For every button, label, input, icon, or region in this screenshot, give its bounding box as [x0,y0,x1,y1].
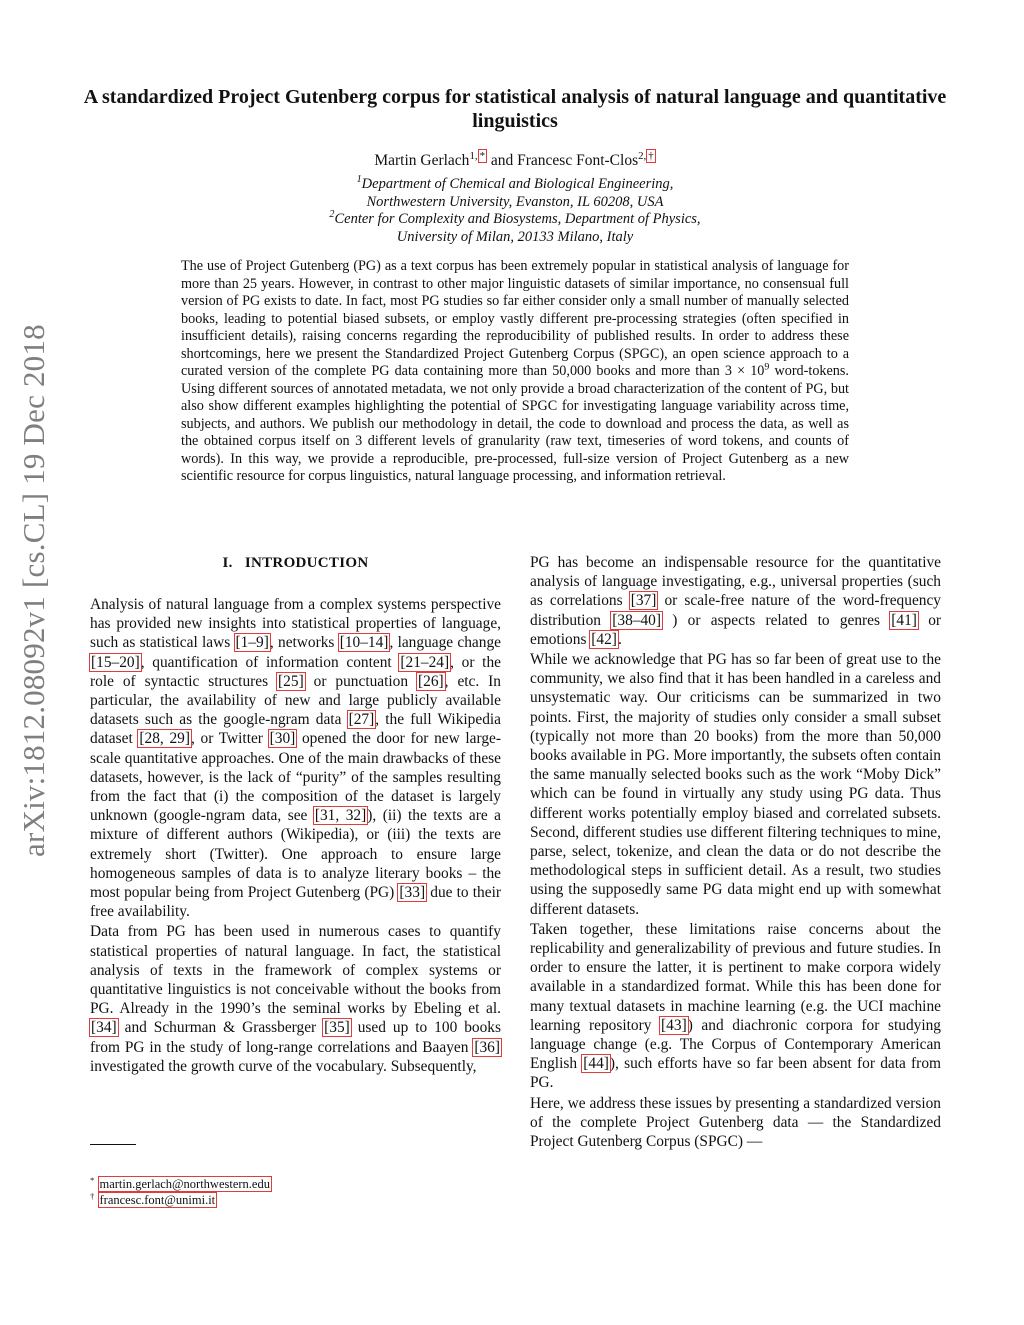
footnote-1 [90,1176,510,1192]
affiliation-2 [70,211,960,246]
paragraph-text: ), (ii) the texts are a mixture of different authors (Wikipedia), or (iii) the texts are extremely short (Twitter). One approach to ensure large homogeneous samples of data is to analyze literary books – the most popular being from Project Gutenberg (PG) [90,807,501,902]
affiliations [70,176,960,246]
paragraph-text: PG has become an indispensable resource for the quantitative analysis of language investigating, e.g., universal properties (such as correlations [530,554,941,610]
section-title: INTRODUCTION [244,555,369,571]
affiliation-2-line-2: University of Milan, 20133 Milano, Italy [396,228,634,245]
paragraph-text: or emotions [530,611,942,648]
citation-link[interactable]: [43] [661,1016,687,1034]
citation-link[interactable]: [27] [348,711,375,729]
affiliation-2-number: 2 [329,209,335,221]
citation-link[interactable]: [30] [269,730,296,748]
paragraph-text: , quantification of information content [140,653,400,671]
intro-paragraph-5 [530,920,941,1093]
paragraph-text: and Schurman & Grassberger [117,1019,324,1037]
affiliation-1-number: 1 [356,174,362,186]
paragraph-text: , or Twitter [190,730,269,748]
abstract-math-base: 3 × 10 [724,363,765,379]
footnote-divider [90,1144,136,1145]
footnote-2 [90,1192,510,1208]
footnote-2-email-link[interactable]: francesc.font@unimi.it [99,1193,216,1207]
footnote-1-email-link[interactable]: martin.gerlach@northwestern.edu [99,1177,270,1191]
footnote-1-mark: * [90,1174,95,1185]
abstract-text-2: word-tokens. Using different sources of annotated metadata, we not only provide a broad characterization of the content of PG, but also show different examples highlighting the potential of SPGC for investigating language variability across time, subjects, and authors. We publish our methodology in detail, the code to download and process the data, as well as the obtained corpus itself on 3 different levels of granularity (raw text, timeseries of word tokens, and counts of words). In this way, we provide a reproducible, pre-processed, full-size version of Project Gutenberg as a new scientific resource for corpus linguistics, natural language processing, and information retrieval. [181,363,849,484]
citation-link[interactable]: [42] [591,630,617,648]
author-2-affil-sup: 2, [638,150,647,162]
paragraph-text: opened the door for new large-scale quantitative approaches. One of the main drawbacks of these datasets, however, is the lack of “purity” of the samples resulting from the fact that (i) the composition of the dataset is largely unknown (google-ngram data, see [90,730,501,825]
author-2-name: Francesc Font-Clos [517,152,639,170]
intro-paragraph-1 [90,595,501,921]
citation-link[interactable]: [38–40] [612,611,661,629]
citation-link[interactable]: [25] [278,672,304,690]
left-column [90,595,501,1076]
citation-link[interactable]: [1–9] [235,634,269,652]
citation-link[interactable]: [28, 29] [139,730,190,748]
paragraph-text: used up to 100 books from PG in the study of long-range correlations and Baayen [90,1019,501,1056]
paragraph-text: , language change [389,634,501,652]
paragraph-text: ) and diachronic corpora for studying language change (e.g. The Corpus of Contemporary American English [530,1016,941,1073]
intro-paragraph-3 [530,553,941,649]
footnotes [90,1176,510,1208]
paragraph-text: , networks [269,634,339,652]
citation-link[interactable]: [36] [474,1038,500,1056]
paragraph-text: investigated the growth curve of the vocabulary. Subsequently, [90,1057,477,1075]
paragraph-text: Taken together, these limitations raise concerns about the replicability and generalizability of previous and future studies. In order to ensure the latter, it is pertinent to make corpora widely available in a standardized format. While this has been done for many textual datasets in machine learning (e.g. the UCI machine learning repository [530,920,941,1034]
paragraph-text: ), such efforts have so far been absent for data from PG. [530,1055,941,1092]
paragraph-text: Analysis of natural language from a complex systems perspective has provided new insights into statistical properties of language, such as statistical laws [90,596,501,652]
citation-link[interactable]: [33] [399,884,426,902]
footnote-2-mark: † [90,1190,95,1201]
intro-paragraph-6: Here, we address these issues by presenting a standardized version of the complete Project Gutenberg data — the Standardized Project Gutenberg Corpus (SPGC) — [530,1094,941,1151]
intro-paragraph-4: While we acknowledge that PG has so far been of great use to the community, we also find that it has been handled in a careless and unsystematic way. Our criticisms can be summarized in two points. First, the majority of studies only consider a small subset (typically not more than 20 books) from the more than 50,000 books available in PG. More importantly, the subsets often contain the same manually selected books such as the work “Moby Dick” which can be found in virtually any study using PG data. Thus different works potentially employ biased and correlated subsets. Second, different studies use different filtering techniques to mine, parse, select, tokenize, and clean the data or do not describe the methodological steps in sufficient detail. As a result, two studies using the supposedly same PG data might end up with somewhat different datasets. [530,651,941,918]
arxiv-identifier: arXiv:1812.08092v1 [cs.CL] 19 Dec 2018 [16,324,51,857]
citation-link[interactable]: [10–14] [339,634,389,652]
paragraph-text: Data from PG has been used in numerous cases to quantify statistical properties of natural language. In fact, the statistical analysis of texts in the framework of complex systems or quantitative linguistics is not conceivable without the books from PG. Already in the 1990’s the seminal works by Ebeling et al. [90,923,501,1018]
author-1-name: Martin Gerlach [374,152,470,170]
author-1-footnote-link[interactable]: * [479,150,485,162]
abstract [181,258,849,486]
paragraph-text: , the full Wikipedia dataset [90,711,501,748]
author-1-affil-sup: 1, [469,150,478,162]
intro-paragraph-2 [90,922,501,1076]
citation-link[interactable]: [44] [583,1055,609,1073]
paragraph-text: ) or aspects related to genres [661,611,891,629]
citation-link[interactable]: [31, 32] [314,807,367,825]
paragraph-text: , or the role of syntactic structures [90,653,501,690]
abstract-math-exponent: 9 [764,361,770,373]
paragraph-text: or punctuation [304,672,417,690]
section-number: I. [222,555,233,571]
affiliation-2-line-1: Center for Complexity and Biosystems, Department of Physics, [334,211,701,227]
citation-link[interactable]: [35] [324,1019,350,1037]
author-line [70,151,960,171]
author-2-footnote-link[interactable]: † [648,150,654,162]
affiliation-1 [70,176,960,211]
citation-link[interactable]: [41] [891,611,917,629]
right-column [530,553,941,1151]
citation-link[interactable]: [21–24] [400,653,450,671]
paragraph-text: or scale-free nature of the word-frequency distribution [530,592,942,629]
abstract-text-1: The use of Project Gutenberg (PG) as a text corpus has been extremely popular in statistical analysis of language for more than 25 years. However, in contrast to other major linguistic datasets of similar importance, no consensual full version of PG exists to date. In fact, most PG studies so far either consider only a small number of manually selected books, leading to potential biased subsets, or employ vastly different pre-processing strategies (often specified in insufficient details), raising concerns regarding the reproducibility of published results. In order to address these shortcomings, here we present the Standardized Project Gutenberg Corpus (SPGC), an open science approach to a curated version of the complete PG data containing more than 50,000 books and more than [181,258,849,379]
section-heading-introduction [90,555,501,572]
paragraph-text: . [617,630,622,648]
author-conjunction: and [490,152,514,170]
affiliation-1-line-1: Department of Chemical and Biological Engineering, [361,176,674,192]
affiliation-1-line-2: Northwestern University, Evanston, IL 60208, USA [366,193,664,210]
citation-link[interactable]: [34] [91,1019,117,1037]
paragraph-text: , etc. In particular, the availability of new and large publicly available datasets such as the google-ngram data [90,672,501,729]
citation-link[interactable]: [15–20] [91,653,140,671]
paper-title: A standardized Project Gutenberg corpus for statistical analysis of natural language and quantitative linguistics [83,86,947,132]
citation-link[interactable]: [37] [630,592,657,610]
citation-link[interactable]: [26] [418,672,444,690]
paragraph-text: due to their free availability. [90,884,501,921]
